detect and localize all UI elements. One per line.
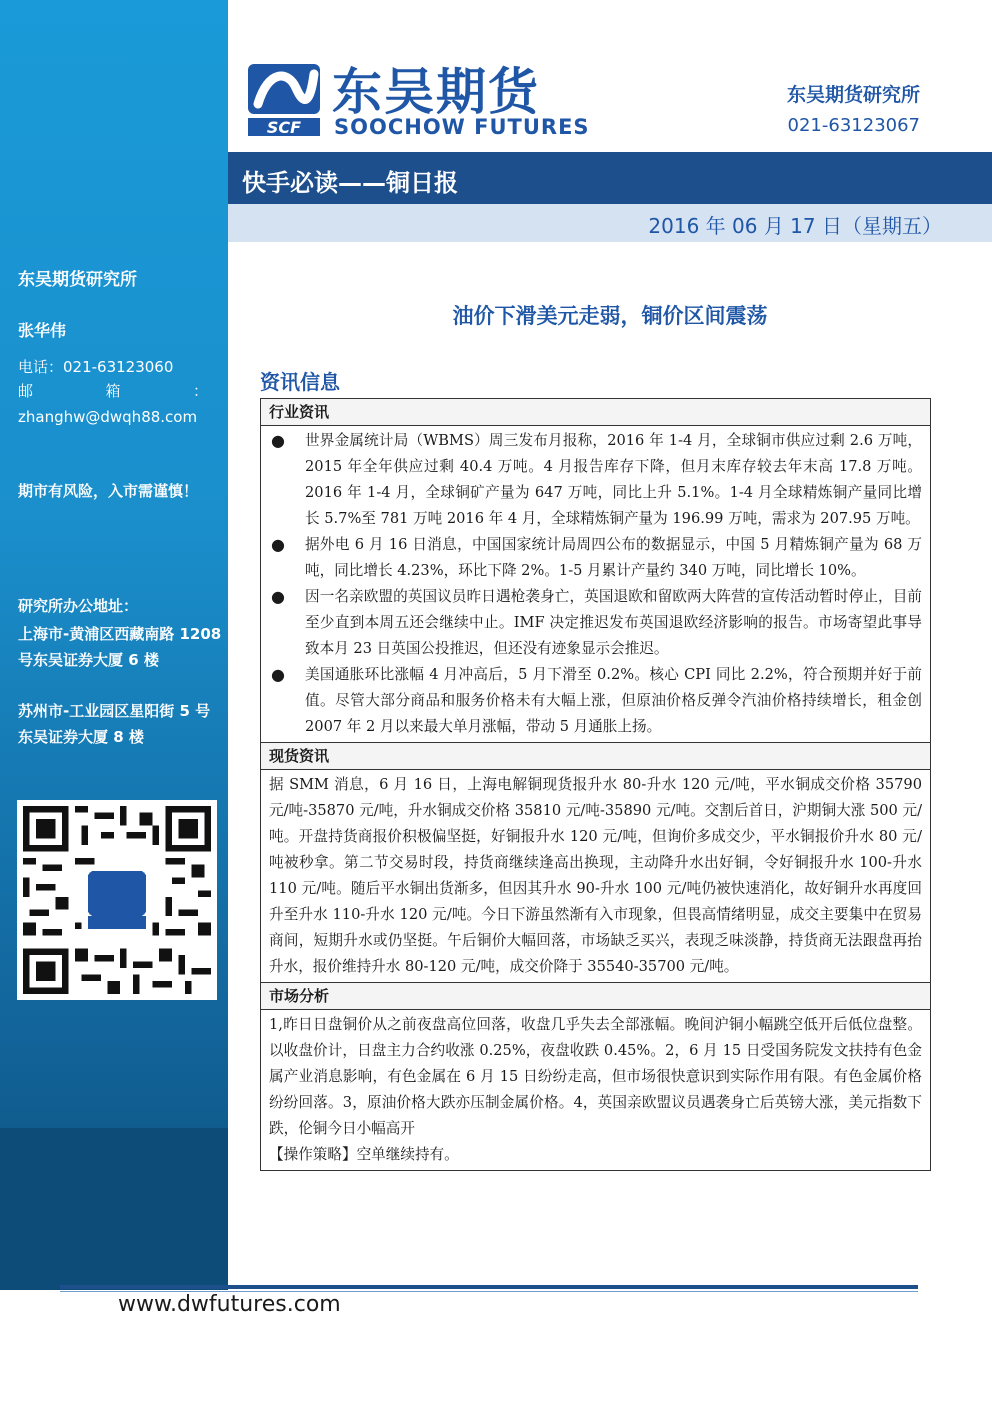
market-analysis-body: 1,昨日日盘铜价从之前夜盘高位回落，收盘几乎失去全部涨幅。晚间沪铜小幅跳空低开后低位盘整。以收盘价计，日盘主力合约收涨 0.25%，夜盘收跌 0.45%。2，6 月 15 日受国务院发文扶持有色金属产业消息影响，有色金属在 6 月 15 日纷纷走高，但市场很快意识到实际作用有限。有色金属价格纷纷回落。3，原油价格大跌亦压制金属价格。4，英国亲欧盟议员遇袭身亡后英镑大涨，美元指数下跌，伦铜今日小幅高开 — [269, 1016, 922, 1137]
industry-news-text: 据外电 6 月 16 日消息，中国国家统计局周四公布的数据显示，中国 5 月精炼铜产量为 68 万吨，同比增长 4.23%，环比下降 2%。1-5 月累计产量约 340 万吨，同比增长 10%。 — [305, 536, 922, 579]
qr-code-graphic — [23, 806, 211, 994]
industry-news-text: 因一名亲欧盟的英国议员昨日遇枪袭身亡，英国退欧和留欧两大阵营的宣传活动暂时停止，目前至少直到本周五还会继续中止。IMF 决定推迟发布英国退欧经济影响的报告。市场寄望此事导致本月 23 日英国公投推迟，但还没有迹象显示会推迟。 — [305, 588, 922, 657]
mail-label-char-2: 箱 — [105, 382, 121, 400]
report-date: 2016 年 06 月 17 日（星期五） — [648, 214, 942, 238]
report-title: 快手必读——铜日报 — [242, 169, 458, 197]
brand-name-en: SOOCHOW FUTURES — [334, 115, 590, 139]
sidebar-mail-label — [18, 380, 208, 401]
header-phone: 021-63123067 — [787, 115, 920, 136]
bullet-icon: ● — [271, 535, 285, 554]
footer-rule — [60, 1285, 918, 1289]
bullet-icon: ● — [271, 587, 285, 606]
date-bar — [228, 204, 992, 242]
market-analysis-heading: 市场分析 — [261, 982, 930, 1010]
sidebar-phone: 电话：021-63123060 — [18, 358, 174, 376]
bullet-icon: ● — [271, 665, 285, 684]
sidebar-address-heading: 研究所办公地址： — [18, 597, 139, 615]
sidebar-bottom-band — [0, 1128, 228, 1290]
section-title: 资讯信息 — [260, 370, 340, 394]
industry-news-text: 美国通胀环比涨幅 4 月冲高后，5 月下滑至 0.2%。核心 CPI 同比 2.2%，符合预期并好于前值。尽管大部分商品和服务价格未有大幅上涨，但原油价格反弹令汽油价格持续增长，租金创 2007 年 2 月以来最大单月涨幅，带动 5 月通胀上扬。 — [305, 666, 922, 735]
industry-news-text: 世界金属统计局（WBMS）周三发布月报称，2016 年 1-4 月，全球铜市供应过剩 2.6 万吨，2015 年全年供应过剩 40.4 万吨。4 月报告库存下降，但月末库存较去年末高 17.8 万吨。2016 年 1-4 月，全球铜矿产量为 647 万吨，同比上升 5.1%。1-4 月全球精炼铜产量同比增长 5.7%至 781 万吨 2016 年 4 月，全球精炼铜产量为 196.99 万吨，需求为 207.95 万吨。 — [305, 432, 922, 527]
sidebar-institute: 东吴期货研究所 — [18, 270, 137, 290]
headline: 油价下滑美元走弱，铜价区间震荡 — [452, 304, 768, 328]
report-title-bar — [228, 152, 992, 204]
bullet-icon: ● — [271, 431, 285, 450]
header-institute: 东吴期货研究所 — [786, 84, 920, 106]
spot-news-heading: 现货资讯 — [261, 742, 930, 770]
spot-news-text: 据 SMM 消息，6 月 16 日，上海电解铜现货报升水 80-升水 120 元/吨，平水铜成交价格 35790 元/吨-35870 元/吨，升水铜成交价格 35810 元/吨-35890 元/吨。交割后首日，沪期铜大涨 500 元/吨。开盘持货商报价积极偏坚挺，好铜报升水 120 元/吨，但询价多成交少，平水铜报价升水 80 元/吨被秒拿。第二节交易时段，持货商继续逢高出换现，主动降升水出好铜，令好铜报升水 100-升水 110 元/吨。随后平水铜出货渐多，但因其升水 90-升水 100 元/吨仍被快速消化，故好铜升水再度回升至升水 110-升水 120 元/吨。今日下游虽然渐有入市现象，但畏高情绪明显，成交主要集中在贸易商间，短期升水或仍坚挺。午后铜价大幅回落，市场缺乏买兴，表现乏味淡静，持货商无法跟盘再抬升水，报价维持升水 80-120 元/吨，成交价降于 35540-35700 元/吨。 — [269, 776, 922, 975]
logo-text: SCF — [266, 118, 302, 137]
industry-news-heading: 行业资讯 — [261, 399, 930, 426]
mail-label-char-1: 邮 — [18, 382, 34, 400]
sidebar-email[interactable]: zhanghw@dwqh88.com — [18, 408, 198, 426]
list-item — [267, 428, 922, 532]
sidebar-address-shanghai: 上海市-黄浦区西藏南路 1208 号东吴证券大厦 6 楼 — [18, 625, 222, 669]
qr-code — [17, 800, 217, 1000]
sidebar-author: 张华伟 — [18, 321, 67, 340]
sidebar-address-suzhou: 苏州市-工业园区星阳街 5 号东吴证券大厦 8 楼 — [18, 702, 211, 746]
list-item — [267, 532, 922, 584]
sidebar-risk-warning: 期市有风险，入市需谨慎！ — [18, 482, 199, 500]
operation-strategy: 【操作策略】空单继续持有。 — [269, 1146, 459, 1163]
news-content-box — [260, 398, 931, 1171]
mail-label-char-3: ： — [192, 382, 208, 400]
market-analysis-text — [261, 1010, 930, 1170]
list-item — [267, 662, 922, 740]
list-item — [267, 584, 922, 662]
brand-name-cn: 东吴期货 — [332, 63, 540, 121]
footer-url-link[interactable]: www.dwfutures.com — [118, 1292, 341, 1317]
industry-news-list — [261, 426, 930, 742]
